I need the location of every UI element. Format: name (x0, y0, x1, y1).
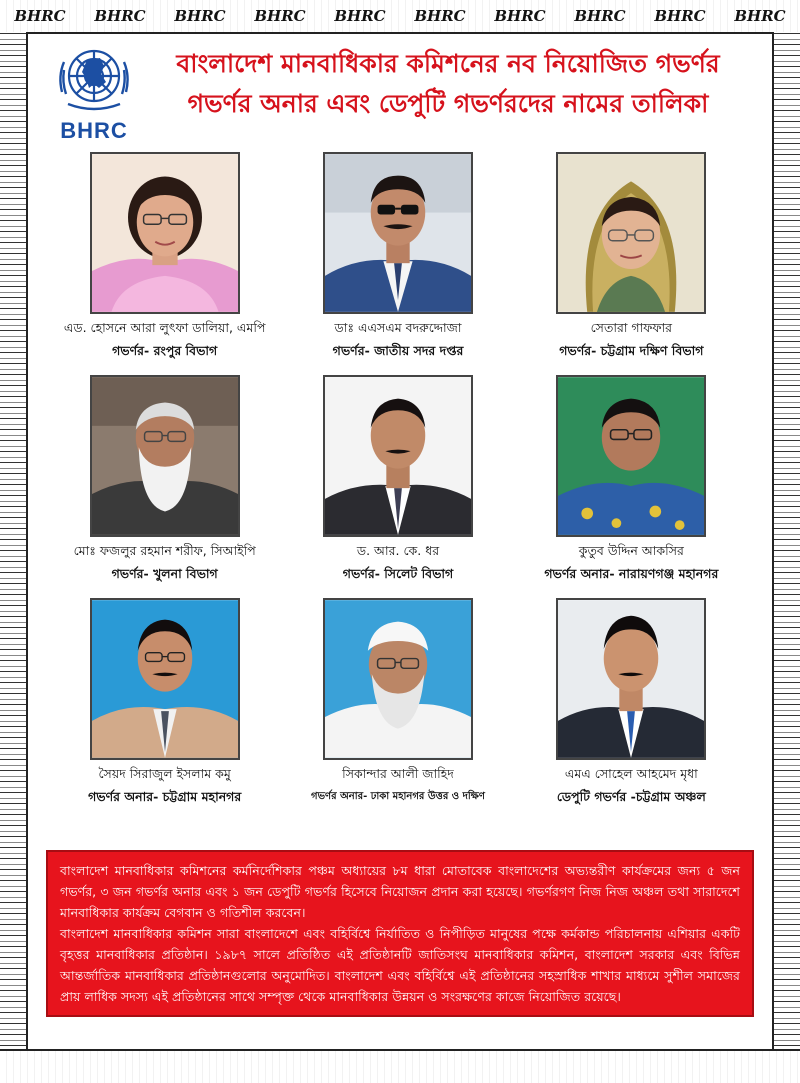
person-role: গভর্ণর- জাতীয় সদর দপ্তর (332, 343, 464, 358)
person-card (48, 598, 281, 809)
person-role: গভর্ণর- সিলেট বিভাগ (342, 566, 454, 581)
portrait-image (92, 600, 238, 758)
border-pattern-text: BHRC (334, 7, 386, 25)
person-role: গভর্ণর অনার- নারায়ণগঞ্জ মহানগর (544, 566, 719, 581)
person-name: এড. হোসনে আরা লুৎফা ডালিয়া, এমপি (63, 320, 266, 335)
portrait-image (325, 377, 471, 535)
border-pattern-text: BHRC (494, 7, 546, 25)
portrait-photo (90, 375, 240, 537)
ornamental-border-right (772, 32, 800, 1051)
title-line-2: গভর্ণর অনার এবং ডেপুটি গভর্ণরদের নামের তালিকা (187, 89, 709, 118)
border-pattern-text: BHRC (654, 7, 706, 25)
person-role: গভর্ণর অনার- চট্টগ্রাম মহানগর (88, 789, 242, 804)
portrait-photo (556, 598, 706, 760)
person-role: গভর্ণর- চট্টগ্রাম দক্ষিণ বিভাগ (559, 343, 704, 358)
bhrc-logo (46, 42, 142, 152)
info-notice-box (46, 850, 754, 1017)
ornamental-border-top (0, 0, 800, 34)
border-pattern-text: BHRC (174, 7, 226, 25)
person-name: ড. আর. কে. ধর (356, 543, 440, 558)
portrait-photo (323, 152, 473, 314)
person-role: ডেপুটি গভর্ণর -চট্টগ্রাম অঞ্চল (556, 789, 706, 804)
person-name: সিকান্দার আলী জাহিদ (342, 766, 454, 781)
person-card (281, 152, 514, 363)
person-role: গভর্ণর- খুলনা বিভাগ (111, 566, 218, 581)
portrait-photo (90, 152, 240, 314)
person-name: সেতারা গাফফার (590, 320, 673, 335)
poster-content (28, 34, 772, 1049)
un-globe-map-icon (54, 42, 134, 114)
logo-text: BHRC (60, 118, 128, 143)
person-name: এমএ সোহেল আহমেদ মৃধা (564, 766, 698, 781)
notice-paragraph-1: বাংলাদেশ মানবাধিকার কমিশনের কর্মনির্দেশিকার পঞ্চম অধ্যায়ের ৮ম ধারা মোতাবেক বাংলাদেশের অভ্যন্তরীণ কার্যক্রমের জন্য ৫ জন গভর্ণর, ৩ জন গভর্ণর অনার এবং ১ জন ডেপুটি গভর্ণর হিসেবে নিয়োজন প্রদান করা হয়েছে। গভর্ণরগণ নিজ নিজ অঞ্চল তথা সারাদেশে মানবাধিকার কার্যক্রম বেগবান ও গতিশীল করবেন। (60, 863, 740, 920)
portrait-image (92, 154, 238, 312)
ornamental-border-left (0, 32, 28, 1051)
border-pattern-text: BHRC (94, 7, 146, 25)
border-pattern-text: BHRC (414, 7, 466, 25)
person-name: মোঃ ফজলুর রহমান শরীফ, সিআইপি (73, 543, 256, 558)
person-card (48, 375, 281, 586)
page-title (148, 44, 748, 124)
governor-grid (48, 152, 748, 809)
person-card (515, 375, 748, 586)
portrait-image (558, 154, 704, 312)
portrait-photo (90, 598, 240, 760)
border-pattern-text: BHRC (574, 7, 626, 25)
person-name: সৈয়দ সিরাজুল ইসলাম কমু (98, 766, 231, 781)
border-pattern-text: BHRC (734, 7, 786, 25)
person-card (48, 152, 281, 363)
portrait-image (325, 600, 471, 758)
person-card (515, 152, 748, 363)
portrait-photo (556, 152, 706, 314)
portrait-image (92, 377, 238, 535)
notice-paragraph-2: বাংলাদেশ মানবাধিকার কমিশন সারা বাংলাদেশে এবং বহির্বিশ্বে নির্যাতিত ও নিপীড়িত মানুষের পক্ষে কর্মকান্ড পরিচালনায় এশিয়ার একটি বৃহত্তর মানবাধিকার প্রতিষ্ঠান। ১৯৮৭ সালে প্রতিষ্ঠিত এই প্রতিষ্ঠানটি জাতিসংঘ মানবাধিকার কমিশন, বাংলাদেশ সরকার এবং বিভিন্ন আন্তর্জাতিক মানবাধিকার প্রতিষ্ঠানগুলোর অনুমোদিত। বাংলাদেশ এবং বহির্বিশ্বে এই প্রতিষ্ঠানের সহস্রাধিক শাখার মাধ্যমে সুশীল সমাজের প্রায় লাধিক সদস্য এই প্রতিষ্ঠানের সাথে সম্পৃক্ত থেকে মানবাধিকার উন্নয়ন ও সংরক্ষণের কাজে নিয়োজিত রয়েছে। (60, 926, 740, 1004)
portrait-photo (323, 375, 473, 537)
portrait-image (558, 377, 704, 535)
portrait-image (325, 154, 471, 312)
person-name: কুতুব উদ্দিন আকসির (578, 543, 684, 558)
portrait-photo (323, 598, 473, 760)
title-line-1: বাংলাদেশ মানবাধিকার কমিশনের নব নিয়োজিত গভর্ণর (176, 49, 720, 78)
person-card (515, 598, 748, 809)
person-card (281, 375, 514, 586)
person-role: গভর্ণর অনার- ঢাকা মহানগর উত্তর ও দক্ষিণ (311, 791, 485, 802)
portrait-photo (556, 375, 706, 537)
border-pattern-text: BHRC (14, 7, 66, 25)
ornamental-border-bottom (0, 1049, 800, 1083)
person-name: ডাঃ এএসএম বদরুদ্দোজা (334, 320, 462, 335)
border-pattern-text: BHRC (254, 7, 306, 25)
person-card (281, 598, 514, 809)
portrait-image (558, 600, 704, 758)
person-role: গভর্ণর- রংপুর বিভাগ (112, 343, 218, 358)
